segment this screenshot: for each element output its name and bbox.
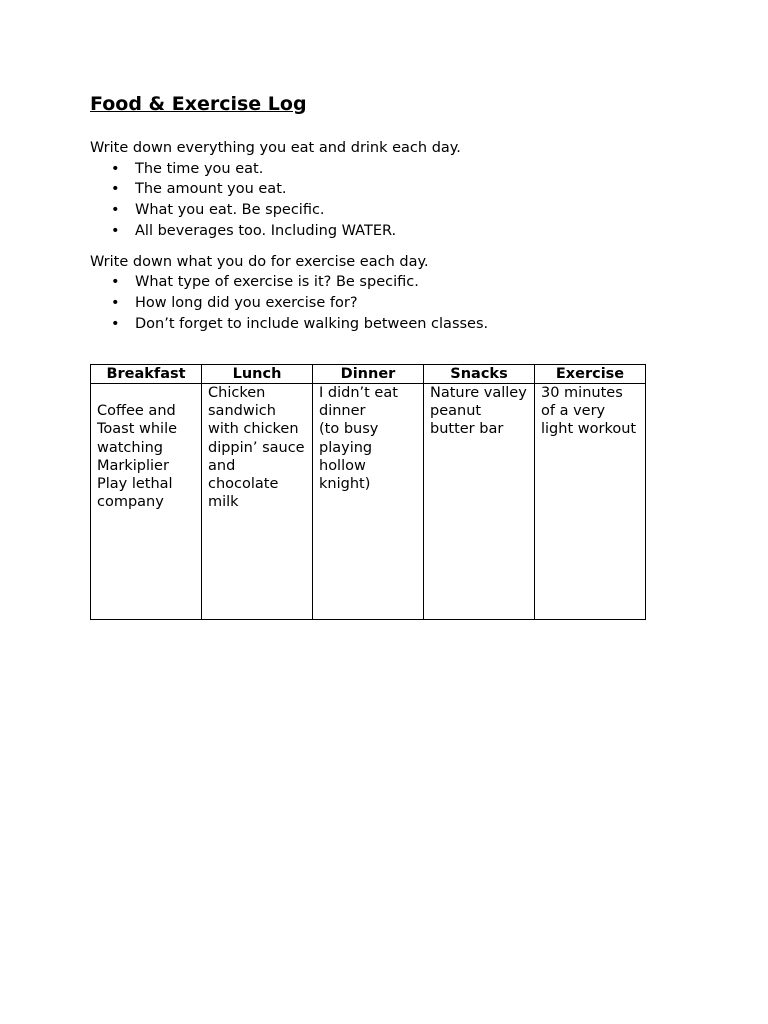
header-dinner: Dinner [313,364,424,383]
list-item-text: What type of exercise is it? Be specific. [135,274,419,291]
cell-snacks [424,384,535,620]
list-item [90,315,690,333]
list-item [90,273,690,291]
cell-text: Coffee and Toast while watching Markiplier Play lethal company [97,403,178,511]
header-exercise: Exercise [535,364,646,383]
list-item [90,180,690,198]
bullet-icon: • [111,181,120,198]
exercise-bullet-list [90,273,690,332]
bullet-icon: • [111,315,120,332]
exercise-instructions: Write down what you do for exercise each day. [90,253,429,270]
list-item-text: The time you eat. [135,160,264,177]
bullet-icon: • [111,295,120,312]
page-title: Food & Exercise Log [90,93,307,115]
header-lunch: Lunch [202,364,313,383]
bullet-icon: • [111,222,120,239]
cell-breakfast [91,384,202,620]
table-row [91,384,646,620]
cell-lunch [202,384,313,620]
table-header-row [91,364,646,383]
cell-text: Nature valley peanut butter bar [430,385,527,438]
document-page [90,92,690,620]
cell-exercise [535,384,646,620]
bullet-icon: • [111,274,120,291]
food-bullet-list [90,160,690,240]
food-instructions: Write down everything you eat and drink each day. [90,140,461,156]
cell-text: Chicken sandwich with chicken dippin’ sauce and chocolate milk [208,385,305,511]
cell-dinner [313,384,424,620]
list-item [90,294,690,312]
list-item-text: All beverages too. Including WATER. [135,222,397,239]
list-item-text: What you eat. Be specific. [135,202,325,219]
list-item-text: How long did you exercise for? [135,295,358,312]
cell-text: I didn’t eat dinner (to busy playing hollow knight) [319,385,398,493]
food-exercise-table [90,364,646,620]
list-item [90,160,690,178]
list-item-text: Don’t forget to include walking between classes. [135,315,489,332]
bullet-icon: • [111,160,120,177]
list-item-text: The amount you eat. [135,181,287,198]
header-breakfast: Breakfast [91,364,202,383]
list-item [90,222,690,240]
list-item [90,201,690,219]
cell-text: 30 minutes of a very light workout [541,385,637,438]
bullet-icon: • [111,202,120,219]
header-snacks: Snacks [424,364,535,383]
